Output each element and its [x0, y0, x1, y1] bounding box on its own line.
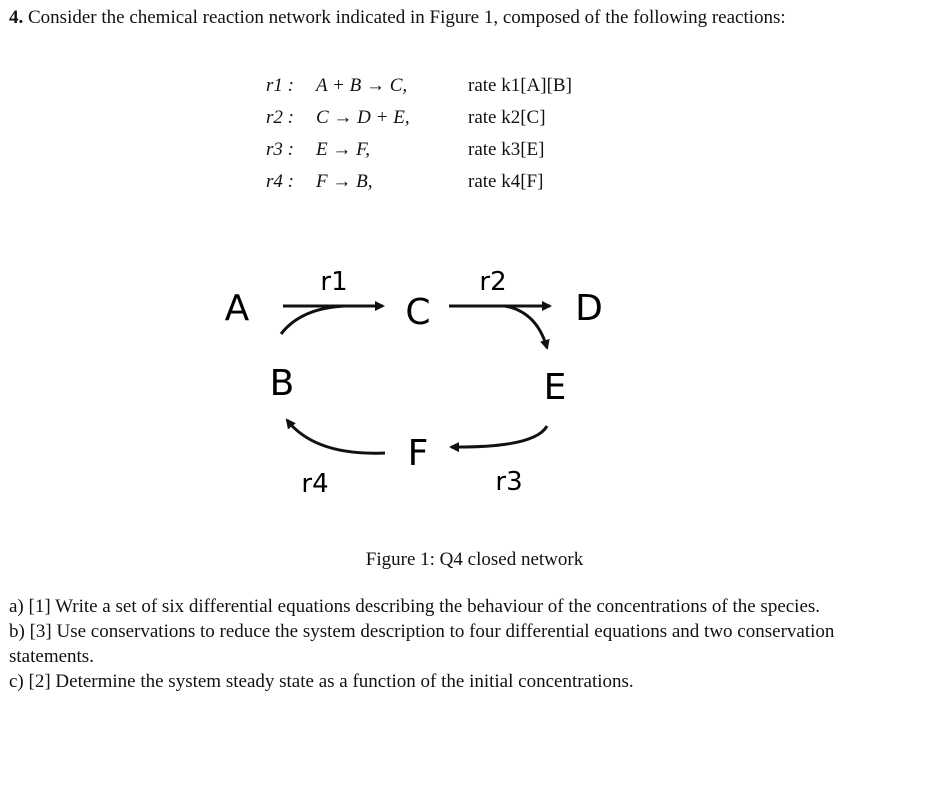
reaction-rate: rate k2[C]	[468, 107, 546, 128]
reaction-label-r1: r1	[320, 267, 348, 297]
reaction-rate: rate k1[A][B]	[468, 75, 572, 96]
arrow-r3	[451, 426, 547, 447]
reaction-row-r3	[266, 134, 572, 166]
reaction-equation: F → B,	[316, 171, 373, 192]
question-intro-text: Consider the chemical reaction network indicated in Figure 1, composed of the following reactions:	[28, 7, 786, 28]
reaction-label: r3 :	[266, 139, 294, 160]
question-list	[9, 594, 839, 694]
reaction-label-r2: r2	[479, 267, 507, 297]
species-E: E	[543, 367, 567, 408]
reaction-rate: rate k3[E]	[468, 139, 545, 160]
species-C: C	[405, 292, 431, 333]
reaction-label-r4: r4	[301, 469, 329, 499]
reaction-label: r4 :	[266, 171, 294, 192]
arrow-r1-b-branch	[281, 306, 345, 334]
species-A: A	[224, 288, 250, 329]
figure-caption: Figure 1: Q4 closed network	[365, 549, 584, 570]
question-b: b) [3] Use conservations to reduce the system description to four differential equations and two conservation statements.	[9, 621, 835, 667]
species-D: D	[575, 288, 603, 329]
reaction-label: r2 :	[266, 107, 294, 128]
question-a: a) [1] Write a set of six differential equations describing the behaviour of the concentrations of the species.	[9, 596, 821, 617]
reaction-row-r2	[266, 102, 572, 134]
species-F: F	[407, 433, 429, 474]
question-c: c) [2] Determine the system steady state as a function of the initial concentrations.	[9, 671, 634, 692]
reaction-list	[266, 70, 572, 198]
arrow-r4	[287, 420, 385, 453]
reaction-label: r1 :	[266, 75, 294, 96]
question-intro	[9, 5, 829, 30]
arrow-r2-e-branch	[505, 306, 547, 348]
reaction-label-r3: r3	[495, 467, 523, 497]
species-B: B	[269, 363, 295, 404]
reaction-row-r1	[266, 70, 572, 102]
reaction-equation: E → F,	[316, 139, 371, 160]
reaction-equation: A + B → C,	[316, 75, 408, 96]
reaction-rate: rate k4[F]	[468, 171, 544, 192]
reaction-equation: C → D + E,	[316, 107, 410, 128]
reaction-network-diagram	[215, 260, 615, 500]
question-number: 4.	[9, 7, 24, 28]
reaction-row-r4	[266, 166, 572, 198]
